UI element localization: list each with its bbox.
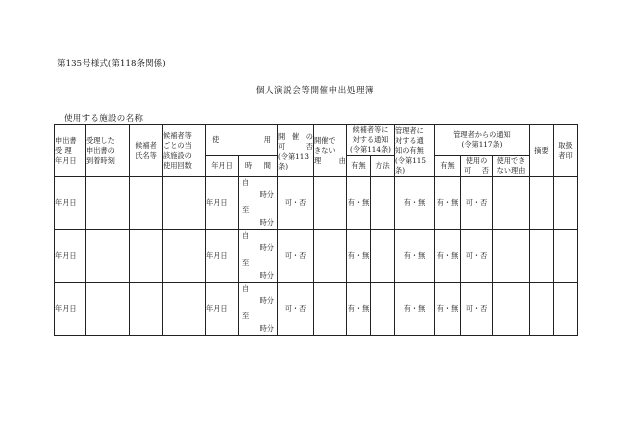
received-time-cell[interactable] [86, 177, 130, 230]
manager-allowed-cell[interactable]: 可・否 [461, 230, 493, 283]
received-time-cell[interactable] [86, 230, 130, 283]
cannot-reason-cell[interactable] [314, 283, 347, 336]
col-candidate-notice: 候補者等に 対する通知 (令第114条) [347, 125, 395, 156]
col-manager-presence: 有無 [435, 156, 461, 177]
col-usage-count: 候補者等 ごとの当 該施設の 使用回数 [163, 125, 206, 177]
handler-seal-cell[interactable] [554, 230, 578, 283]
summary-cell[interactable] [530, 230, 554, 283]
manager-notice-cell[interactable]: 有・無 [395, 283, 435, 336]
manager-presence-cell[interactable]: 有・無 [435, 230, 461, 283]
time-to-label: 至 [242, 205, 250, 214]
submission-date-cell[interactable]: 年月日 [55, 283, 86, 336]
approval-cell[interactable]: 可・否 [278, 177, 314, 230]
processing-ledger-table [54, 124, 578, 336]
manager-presence-cell[interactable]: 有・無 [435, 283, 461, 336]
manager-reason-cell[interactable] [493, 177, 530, 230]
time-from-label: 自 [242, 284, 250, 293]
manager-presence-cell[interactable]: 有・無 [435, 177, 461, 230]
col-received-time: 受理した 申出書の 到着時刻 [86, 125, 130, 177]
col-manager-reason: 使用でき ない理由 [493, 156, 530, 177]
manager-reason-cell[interactable] [493, 230, 530, 283]
handler-seal-cell[interactable] [554, 177, 578, 230]
manager-notice-cell[interactable]: 有・無 [395, 177, 435, 230]
use-date-cell[interactable]: 年月日 [206, 230, 239, 283]
col-use-time: 時 間 [239, 156, 278, 177]
table-row [55, 177, 578, 230]
time-from-minutes: 時分 [259, 296, 274, 305]
use-date-cell[interactable]: 年月日 [206, 283, 239, 336]
usage-count-cell[interactable] [163, 230, 206, 283]
col-cannot-reason: 開催で きない 理 由 [314, 125, 347, 177]
page-title: 個人演説会等開催申出処理簿 [255, 86, 375, 96]
manager-reason-cell[interactable] [493, 283, 530, 336]
col-use-date: 年月日 [206, 156, 239, 177]
notice-presence-cell[interactable]: 有・無 [347, 177, 371, 230]
col-use-group: 使 用 [206, 125, 278, 156]
notice-method-cell[interactable] [371, 230, 395, 283]
col-notice-method: 方法 [371, 156, 395, 177]
time-from-minutes: 時分 [259, 190, 274, 199]
col-manager-allowed: 使用の 可 否 [461, 156, 493, 177]
header-row [55, 125, 578, 156]
col-from-manager: 管理者からの通知 (令第117条) [435, 125, 530, 156]
table-row [55, 283, 578, 336]
use-date-cell[interactable]: 年月日 [206, 177, 239, 230]
col-approval: 開 催 の 可 否 (令第113 条) [278, 125, 314, 177]
approval-cell[interactable]: 可・否 [278, 230, 314, 283]
manager-notice-cell[interactable]: 有・無 [395, 230, 435, 283]
manager-allowed-cell[interactable]: 可・否 [461, 283, 493, 336]
cannot-reason-cell[interactable] [314, 230, 347, 283]
handler-seal-cell[interactable] [554, 283, 578, 336]
col-notice-presence: 有無 [347, 156, 371, 177]
use-time-cell[interactable] [239, 283, 278, 336]
col-candidate-name: 候補者 氏名等 [130, 125, 163, 177]
candidate-name-cell[interactable] [130, 177, 163, 230]
col-handler-seal: 取扱 者印 [554, 125, 578, 177]
use-time-cell[interactable] [239, 177, 278, 230]
time-to-minutes: 時分 [259, 271, 274, 280]
usage-count-cell[interactable] [163, 177, 206, 230]
col-summary: 摘要 [530, 125, 554, 177]
candidate-name-cell[interactable] [130, 283, 163, 336]
facility-name-label: 使用する施設の名称 [64, 114, 144, 124]
time-to-label: 至 [242, 311, 250, 320]
submission-date-cell[interactable]: 年月日 [55, 177, 86, 230]
summary-cell[interactable] [530, 177, 554, 230]
candidate-name-cell[interactable] [130, 230, 163, 283]
time-from-label: 自 [242, 231, 250, 240]
time-from-minutes: 時分 [259, 243, 274, 252]
form-number: 第135号様式(第118条関係) [57, 59, 166, 69]
notice-presence-cell[interactable]: 有・無 [347, 283, 371, 336]
col-submission-date: 申出書 受 理 年月日 [55, 125, 86, 177]
table-row [55, 230, 578, 283]
cannot-reason-cell[interactable] [314, 177, 347, 230]
use-time-cell[interactable] [239, 230, 278, 283]
received-time-cell[interactable] [86, 283, 130, 336]
submission-date-cell[interactable]: 年月日 [55, 230, 86, 283]
summary-cell[interactable] [530, 283, 554, 336]
col-manager-notice: 管理者に 対する通 知の有無 (令第115 条) [395, 125, 435, 177]
notice-method-cell[interactable] [371, 283, 395, 336]
notice-presence-cell[interactable]: 有・無 [347, 230, 371, 283]
time-to-minutes: 時分 [259, 218, 274, 227]
time-from-label: 自 [242, 178, 250, 187]
approval-cell[interactable]: 可・否 [278, 283, 314, 336]
notice-method-cell[interactable] [371, 177, 395, 230]
time-to-label: 至 [242, 258, 250, 267]
manager-allowed-cell[interactable]: 可・否 [461, 177, 493, 230]
usage-count-cell[interactable] [163, 283, 206, 336]
time-to-minutes: 時分 [259, 324, 274, 333]
